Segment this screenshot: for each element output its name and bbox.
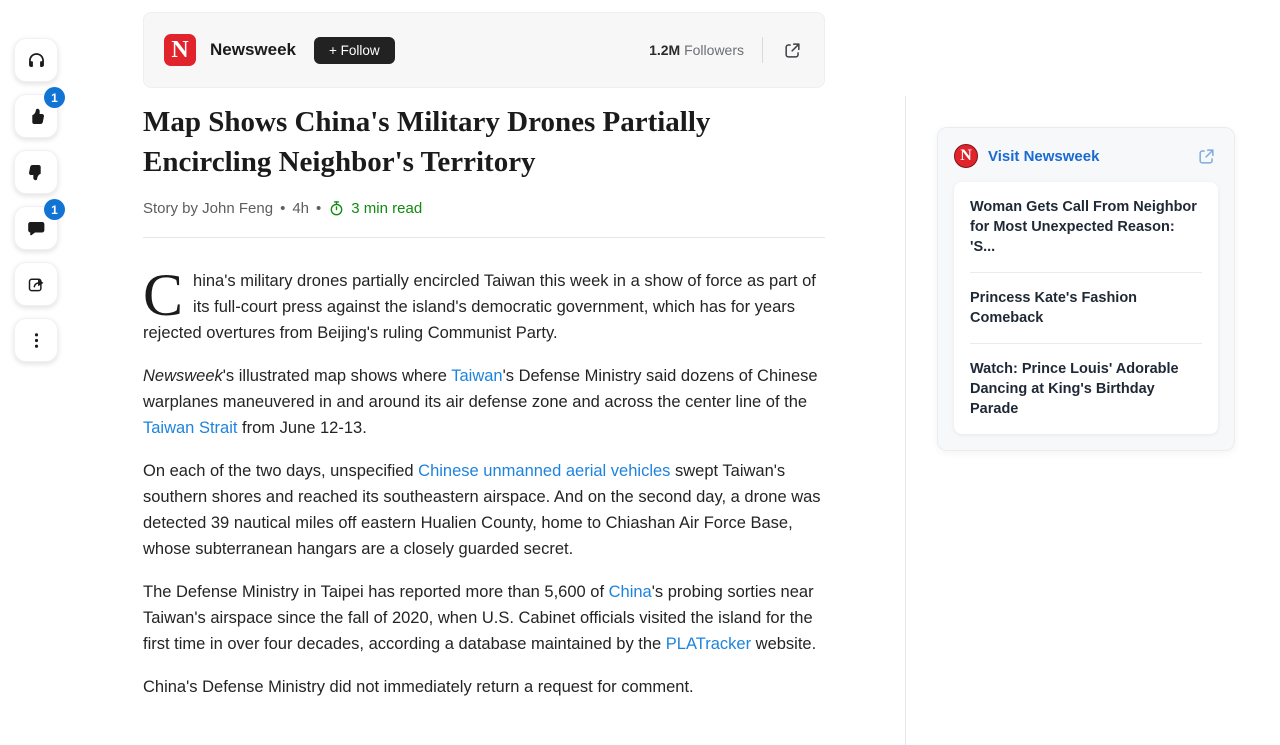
share-icon xyxy=(26,274,47,295)
stopwatch-icon xyxy=(328,200,345,217)
upvote-count-badge: 1 xyxy=(44,87,65,108)
inline-link[interactable]: PLATracker xyxy=(665,635,752,653)
publisher-name[interactable]: Newsweek xyxy=(210,40,296,59)
text-segment: 's illustrated map shows where xyxy=(222,367,452,385)
text-segment: Newsweek xyxy=(143,367,223,385)
visit-newsweek-card xyxy=(937,127,1235,451)
inline-link[interactable]: Chinese unmanned aerial vehicles xyxy=(418,462,671,480)
text-segment: China's Defense Ministry did not immediately return a request for comment. xyxy=(143,678,694,696)
divider xyxy=(905,96,906,745)
inline-link[interactable]: China xyxy=(608,583,652,601)
ellipsis-icon xyxy=(26,330,47,351)
divider xyxy=(143,237,825,238)
text-segment: The Defense Ministry in Taipei has reported more than 5,600 of xyxy=(143,583,609,601)
related-story[interactable]: Watch: Prince Louis' Adorable Dancing at King's Birthday Parade xyxy=(970,361,1179,417)
listen-button[interactable] xyxy=(14,38,58,82)
text-segment: 's Defense Ministry said dozens of Chinese warplanes maneuvered in and around its air defense zone and across the center line of the xyxy=(143,367,818,411)
article-body xyxy=(143,262,825,700)
article-paragraph xyxy=(143,262,825,346)
visit-newsweek-link[interactable]: Visit Newsweek xyxy=(988,147,1100,165)
upvote-button[interactable] xyxy=(14,90,58,138)
thumbs-down-icon xyxy=(26,162,47,183)
read-time[interactable] xyxy=(328,200,422,217)
text-segment: website. xyxy=(751,635,817,653)
headphones-icon xyxy=(26,50,47,71)
share-button[interactable] xyxy=(14,262,58,306)
related-story[interactable]: Princess Kate's Fashion Comeback xyxy=(970,290,1138,326)
external-link-icon xyxy=(1197,147,1216,166)
text-segment: swept Taiwan's southern shores and reached its southeastern airspace. And on the second day, a drone was detected 39 nautical miles off eastern Hualien County, home to Chiashan Air Force Base, whose subterranean hangars are a closely guarded secret. xyxy=(143,462,821,558)
article-main xyxy=(143,12,825,717)
divider xyxy=(762,37,763,63)
article-paragraph xyxy=(143,674,825,700)
byline-separator: • xyxy=(316,200,322,217)
external-link-icon xyxy=(783,41,802,60)
inline-link[interactable]: Taiwan Strait xyxy=(143,419,238,437)
newsweek-round-logo: N xyxy=(954,144,978,168)
comment-count-badge: 1 xyxy=(44,199,65,220)
read-time-label: 3 min read xyxy=(351,200,423,217)
action-rail xyxy=(14,38,58,362)
publisher-header-card xyxy=(143,12,825,88)
related-stories-list xyxy=(954,182,1218,434)
dropcap: C xyxy=(143,262,184,328)
newsweek-logo[interactable]: N xyxy=(164,34,196,66)
comments-button[interactable] xyxy=(14,202,58,250)
inline-link[interactable]: Taiwan xyxy=(451,367,503,385)
downvote-button[interactable] xyxy=(14,150,58,194)
visit-newsweek-external-button[interactable] xyxy=(1195,145,1218,168)
visit-newsweek-header xyxy=(954,144,1218,168)
article-paragraph xyxy=(143,363,825,441)
text-segment: On each of the two days, unspecified xyxy=(143,462,419,480)
text-segment: hina's military drones partially encircled Taiwan this week in a show of force as part of its full-court press against the island's democratic government, which has for years rejected overtures from Beijing's ruling Communist Party. xyxy=(143,272,816,342)
open-publisher-button[interactable] xyxy=(781,39,804,62)
article-paragraph xyxy=(143,579,825,657)
text-segment: from June 12-13. xyxy=(237,419,367,437)
followers-count xyxy=(649,42,744,58)
followers-label: Followers xyxy=(684,42,744,58)
byline-time-ago: 4h xyxy=(292,200,310,217)
article-paragraph xyxy=(143,458,825,562)
followers-number: 1.2M xyxy=(649,42,681,58)
byline xyxy=(143,200,825,217)
thumbs-up-icon xyxy=(26,106,47,127)
byline-author: Story by John Feng xyxy=(143,200,274,217)
byline-separator: • xyxy=(280,200,286,217)
more-options-button[interactable] xyxy=(14,318,58,362)
text-segment: 's probing sorties near Taiwan's airspace since the fall of 2020, when U.S. Cabinet officials visited the island for the first time in over four decades, according a database maintained by the xyxy=(143,583,814,653)
comment-icon xyxy=(26,218,47,239)
follow-button[interactable]: + Follow xyxy=(314,37,395,64)
article-title: Map Shows China's Military Drones Partially Encircling Neighbor's Territory xyxy=(143,106,711,178)
related-story[interactable]: Woman Gets Call From Neighbor for Most Unexpected Reason: 'S... xyxy=(970,199,1197,255)
